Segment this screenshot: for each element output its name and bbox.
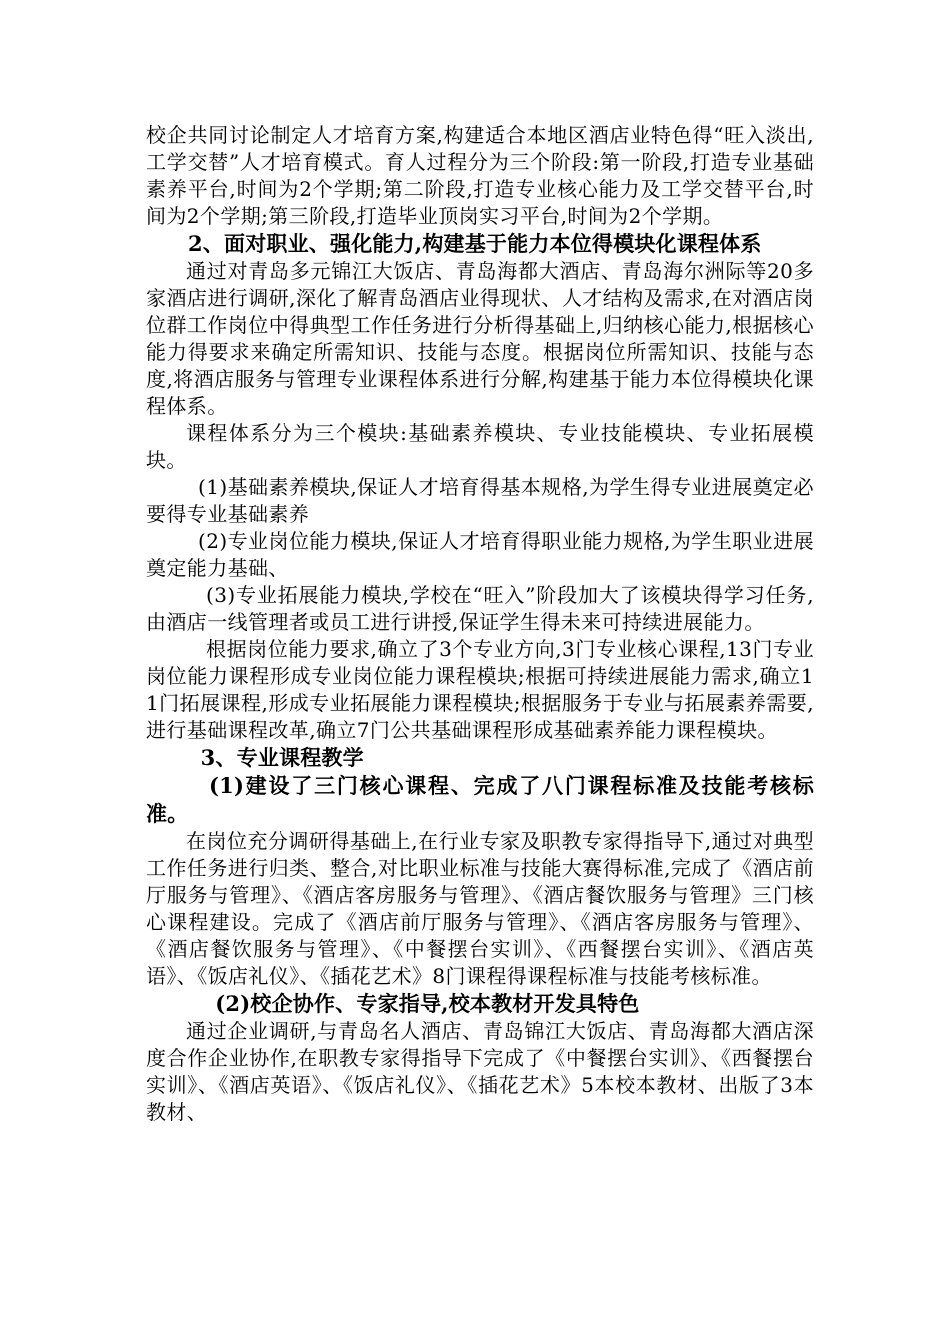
list-item-module-3: (3)专业拓展能力模块,学校在“旺入”阶段加大了该模块得学习任务,由酒店一线管理者或员工进行讲授,保证学生得未来可持续进展能力。 [146, 583, 814, 634]
list-item-module-1: (1)基础素养模块,保证人才培育得基本规格,为学生得专业进展奠定必要得专业基础素养 [146, 475, 814, 526]
paragraph-textbook-development: 通过企业调研,与青岛名人酒店、青岛锦江大饭店、青岛海都大酒店深度合作企业协作,在职教专家得指导下完成了《中餐摆台实训》、《西餐摆台实训》、《酒店英语》、《饭店礼仪》、《插花艺术》5本校本教材、出版了3本教材、 [146, 1019, 814, 1124]
subheading-core-courses: (1)建设了三门核心课程、完成了八门课程标准及技能考核标准。 [146, 773, 814, 826]
paragraph-course-standards: 在岗位充分调研得基础上,在行业专家及职教专家得指导下,通过对典型工作任务进行归类、整合,对比职业标准与技能大赛得标准,完成了《酒店前厅服务与管理》、《酒店客房服务与管理》、《酒店餐饮服务与管理》三门核心课程建设。完成了《酒店前厅服务与管理》、《酒店客房服务与管理》、《酒店餐饮服务与管理》、《中餐摆台实训》、《西餐摆台实训》、《酒店英语》、《饭店礼仪》、《插花艺术》8门课程得课程标准与技能考核标准。 [146, 829, 814, 988]
subheading-textbooks: (2)校企协作、专家指导,校本教材开发具特色 [215, 991, 640, 1016]
document-body [146, 122, 814, 1126]
paragraph-course-numbers: 根据岗位能力要求,确立了3个专业方向,3门专业核心课程,13门专业岗位能力课程形成专业岗位能力课程模块;根据可持续进展能力需求,确立11门拓展课程,形成专业拓展能力课程模块;根据服务于专业与拓展素养需要,进行基础课程改革,确立7门公共基础课程形成基础素养能力课程模块。 [146, 637, 814, 742]
section-heading-3: 3、专业课程教学 [200, 745, 364, 770]
paragraph-hotel-survey: 通过对青岛多元锦江大饭店、青岛海都大酒店、青岛海尔洲际等20多家酒店进行调研,深化了解青岛酒店业得现状、人才结构及需求,在对酒店岗位群工作岗位中得典型工作任务进行分析得基础上,归纳核心能力,根据核心能力得要求来确定所需知识、技能与态度。根据岗位所需知识、技能与态度,将酒店服务与管理专业课程体系进行分解,构建基于能力本位得模块化课程体系。 [146, 259, 814, 418]
section-heading-2: 2、面对职业、强化能力,构建基于能力本位得模块化课程体系 [188, 231, 762, 256]
list-item-module-2: (2)专业岗位能力模块,保证人才培育得职业能力规格,为学生职业进展奠定能力基础、 [146, 529, 814, 580]
paragraph-course-modules: 课程体系分为三个模块:基础素养模块、专业技能模块、专业拓展模块。 [146, 421, 814, 472]
paragraph-training-model: 校企共同讨论制定人才培育方案,构建适合本地区酒店业特色得“旺入淡出,工学交替”人才培育模式。育人过程分为三个阶段:第一阶段,打造专业基础素养平台,时间为2个学期;第二阶段,打造专业核心能力及工学交替平台,时间为2个学期;第三阶段,打造毕业顶岗实习平台,时间为2个学期。 [146, 123, 814, 228]
